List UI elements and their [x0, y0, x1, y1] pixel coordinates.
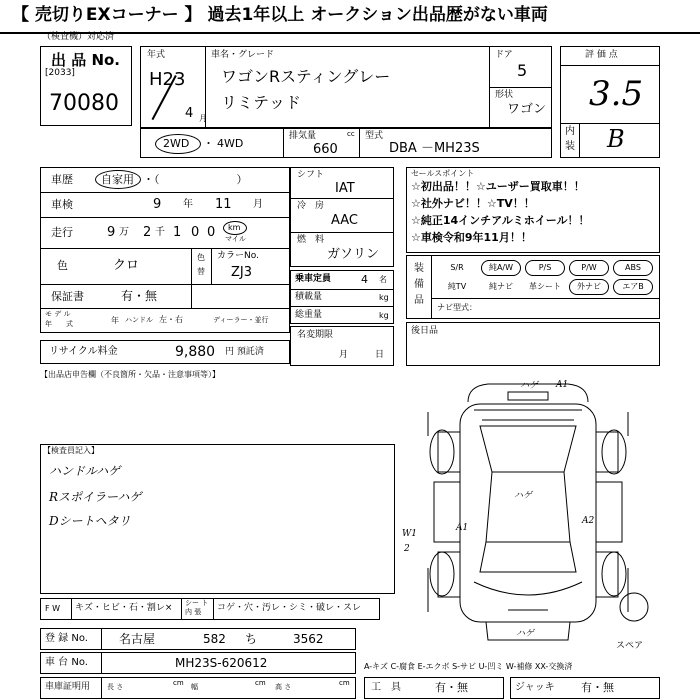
displacement-unit: cc — [347, 130, 355, 138]
vehicle-main-box — [140, 46, 552, 128]
tools-row — [364, 677, 504, 699]
tools-label: 工 具 — [371, 682, 401, 693]
equipment-item: 外ナビ — [569, 279, 609, 295]
name-change-month: 月 — [339, 350, 349, 360]
sales-point-line-3: ☆純正14インチアルミホイール！！ — [411, 214, 590, 227]
lot-small-no: [2033] — [45, 68, 75, 78]
model-year-label-2: 年 式 — [45, 320, 73, 328]
recycle-label: リサイクル料金 — [49, 346, 118, 357]
registration-label: 登 録 No. — [45, 633, 88, 644]
registration-region: 名古屋 — [119, 632, 156, 646]
name-change-label: 名変期限 — [297, 330, 334, 340]
year-value: H23 — [149, 69, 186, 90]
gross-label: 総重量 — [295, 310, 323, 320]
spare-label: スペア — [616, 641, 644, 651]
load-unit: kg — [379, 293, 389, 302]
score-box — [560, 46, 660, 158]
equipment-item: P/S — [525, 260, 565, 276]
jack-row — [510, 677, 660, 699]
capacity-box — [290, 270, 394, 324]
garage-cell-4: cm — [255, 679, 266, 687]
year-month-unit: 月 — [199, 114, 207, 123]
header-title: 【 売切りEXコーナー 】 過去1年以上 オークション出品歴がない車両 — [12, 5, 548, 25]
sales-point-box — [406, 167, 660, 253]
drive-2wd: 2WD — [163, 137, 190, 150]
recycle-unit: 円 預託済 — [225, 347, 264, 357]
jack-value: 有・無 — [581, 681, 614, 694]
header-bar — [0, 0, 700, 34]
lot-number: 70080 — [49, 91, 119, 116]
navi-label: ナビ型式： — [437, 303, 477, 312]
year-label: 年式 — [147, 50, 166, 60]
type-value: DBA －MH23S — [389, 141, 480, 156]
inspector-note-1: ハンドルハゲ — [49, 464, 121, 478]
sales-point-label: セールスポイント — [411, 169, 475, 178]
shape-value: ワゴン — [507, 102, 547, 117]
mech-box — [290, 167, 394, 267]
lot-box — [40, 46, 132, 126]
interior-value: B — [607, 125, 625, 153]
postscript-label: 後日品 — [411, 326, 439, 336]
model-name-label: 車名・グレード — [211, 50, 275, 60]
equipment-box — [406, 255, 660, 319]
handle-label: ハンドル — [125, 316, 153, 324]
shift-value: IAT — [335, 181, 355, 196]
inspection-month-unit: 月 — [253, 199, 263, 210]
inspection-month: 11 — [215, 197, 232, 212]
inspection-label: 車検 — [51, 198, 73, 211]
postscript-box — [406, 322, 660, 366]
model-grade: リミテッド — [221, 93, 302, 112]
mileage-man-unit: 万 — [119, 227, 129, 238]
inspection-year: 9 — [153, 197, 162, 212]
inspection-year-unit: 年 — [183, 199, 193, 210]
diagram-mark-6: W1 — [402, 529, 417, 539]
registration-row — [40, 628, 356, 650]
mileage-hyaku: 1 — [173, 225, 182, 240]
recycle-box — [40, 340, 290, 364]
lot-label: 出 品 No. — [51, 51, 121, 69]
garage-cell-2: cm — [173, 679, 184, 687]
registration-class: 582 — [203, 632, 226, 646]
handle-value: 左・右 — [159, 315, 183, 324]
shape-label: 形状 — [495, 90, 514, 100]
sales-point-line-2: ☆社外ナビ！！☆TV！！ — [411, 197, 535, 210]
drive-4wd: 4WD — [217, 137, 244, 150]
garage-label: 車庫証明用 — [45, 682, 91, 692]
tools-value: 有・無 — [435, 681, 468, 694]
mileage-ju: 0 — [191, 225, 200, 240]
year-month: 4 — [185, 106, 194, 121]
color-change-label-2: 替 — [197, 267, 205, 276]
drive-sep: ・ — [203, 137, 214, 150]
diagram-mark-5: A2 — [582, 516, 595, 526]
color-code: ZJ3 — [231, 265, 253, 280]
fw-label: F W — [45, 604, 61, 613]
diagram-mark-7: 2 — [404, 544, 410, 554]
aircon-value: AAC — [331, 213, 358, 228]
equipment-item: エアB — [613, 279, 653, 295]
inspector-box — [40, 444, 395, 594]
chassis-value: MH23S-620612 — [175, 656, 268, 670]
load-label: 積載量 — [295, 292, 323, 302]
inspector-note-3: Dシートヘタリ — [49, 514, 131, 528]
name-change-box — [290, 326, 394, 366]
sheet-items: コゲ・穴・汚レ・シミ・破レ・スレ — [217, 603, 362, 613]
equipment-item: 純ナビ — [489, 282, 513, 291]
shift-label: シフト — [297, 170, 325, 180]
color-label: 色 — [57, 259, 68, 272]
doors-value: 5 — [517, 61, 528, 80]
warranty-value: 有・無 — [121, 289, 158, 303]
equipment-label-1: 装 — [414, 263, 424, 274]
equipment-label-3: 品 — [414, 295, 424, 306]
history-value: 自家用 — [101, 173, 134, 186]
equipment-item: 革シート — [529, 282, 561, 291]
fuel-label: 燃 料 — [297, 235, 325, 245]
top-cut-text: （検査機）対応済 — [42, 32, 115, 42]
displacement-label: 排気量 — [289, 131, 317, 141]
model-year-unit: 年 — [111, 316, 119, 325]
equipment-item: S/R — [450, 263, 464, 272]
diagram-mark-3: ハゲ — [514, 491, 533, 501]
fw-row — [40, 598, 380, 620]
mileage-unit-mile: マイル — [225, 235, 246, 243]
mileage-sen: 2 — [143, 225, 152, 240]
color-value: クロ — [113, 258, 140, 273]
jack-label: ジャッキ — [515, 682, 555, 693]
condition-title: 【出品店申告欄（不良箇所・欠品・注意事項等）】 — [40, 370, 220, 379]
score-value: 3.5 — [589, 74, 644, 114]
garage-cell-6: cm — [339, 679, 350, 687]
history-label: 車歴 — [51, 173, 73, 186]
registration-kana: ち — [245, 632, 258, 646]
score-label: 評 価 点 — [585, 50, 618, 60]
registration-number: 3562 — [293, 632, 324, 646]
garage-cell-3: 幅 — [191, 683, 198, 691]
info-table — [40, 167, 290, 333]
capacity-unit: 名 — [379, 275, 387, 284]
sales-point-line-1: ☆初出品！！☆ユーザー買取車！！ — [411, 180, 585, 193]
drive-row — [140, 128, 552, 158]
sheet-label-2: 内 張 — [185, 608, 202, 616]
equipment-label-2: 備 — [414, 279, 424, 290]
capacity-label: 乗車定員 — [295, 274, 332, 284]
equipment-item: 純TV — [447, 282, 467, 291]
equipment-item: 純A/W — [481, 260, 521, 276]
fw-items: キズ・ヒビ・石・割レ× — [75, 603, 173, 613]
gross-unit: kg — [379, 311, 389, 320]
diagram-mark-2: A1 — [556, 380, 569, 390]
warranty-label: 保証書 — [51, 290, 84, 303]
doors-label: ドア — [495, 50, 513, 60]
mileage-unit-km: km — [228, 223, 241, 232]
equipment-item: ABS — [613, 260, 653, 276]
capacity-value: 4 — [361, 273, 368, 286]
name-change-day: 日 — [375, 350, 385, 360]
sheet-label-1: シー ト — [185, 599, 209, 607]
mileage-man: 9 — [107, 225, 116, 240]
fuel-value: ガソリン — [327, 247, 380, 262]
diagram-mark-4: A1 — [456, 523, 469, 533]
garage-row — [40, 677, 356, 699]
damage-legend: A-キズ C-腐食 E-エクボ S-サビ U-凹ミ W-補修 XX-交換済 — [364, 662, 573, 671]
history-rest: ・（ ） — [143, 173, 248, 186]
inspector-note-2: Rスポイラーハゲ — [49, 490, 142, 504]
chassis-row — [40, 652, 356, 674]
garage-cell-1: 長 さ — [107, 683, 124, 691]
diagram-mark-1: ハゲ — [520, 381, 539, 391]
car-diagram — [398, 372, 658, 652]
recycle-value: 9,880 — [175, 344, 216, 360]
model-name: ワゴンRスティングレー — [221, 67, 391, 86]
mileage-ichi: 0 — [207, 225, 216, 240]
inspector-label: 【検査員記入】 — [43, 446, 99, 455]
model-year-label-1: モ デ ル — [45, 310, 71, 318]
type-label: 型式 — [365, 131, 384, 141]
mileage-label: 走行 — [51, 226, 73, 239]
diagram-mark-8: ハゲ — [516, 629, 535, 639]
equipment-item: P/W — [569, 260, 609, 276]
aircon-label: 冷 房 — [297, 201, 325, 211]
interior-label-2: 装 — [565, 141, 575, 152]
chassis-label: 車 台 No. — [45, 657, 88, 668]
mileage-sen-unit: 千 — [155, 227, 165, 238]
sales-point-line-4: ☆車検令和9年11月！！ — [411, 231, 532, 244]
garage-cell-5: 高 さ — [275, 683, 292, 691]
color-change-label-1: 色 — [197, 253, 205, 262]
displacement-value: 660 — [313, 142, 338, 157]
color-code-label: カラーNo. — [217, 251, 259, 261]
interior-label-1: 内 — [565, 126, 575, 137]
dealer-label: ディーラー・並行 — [213, 316, 269, 324]
